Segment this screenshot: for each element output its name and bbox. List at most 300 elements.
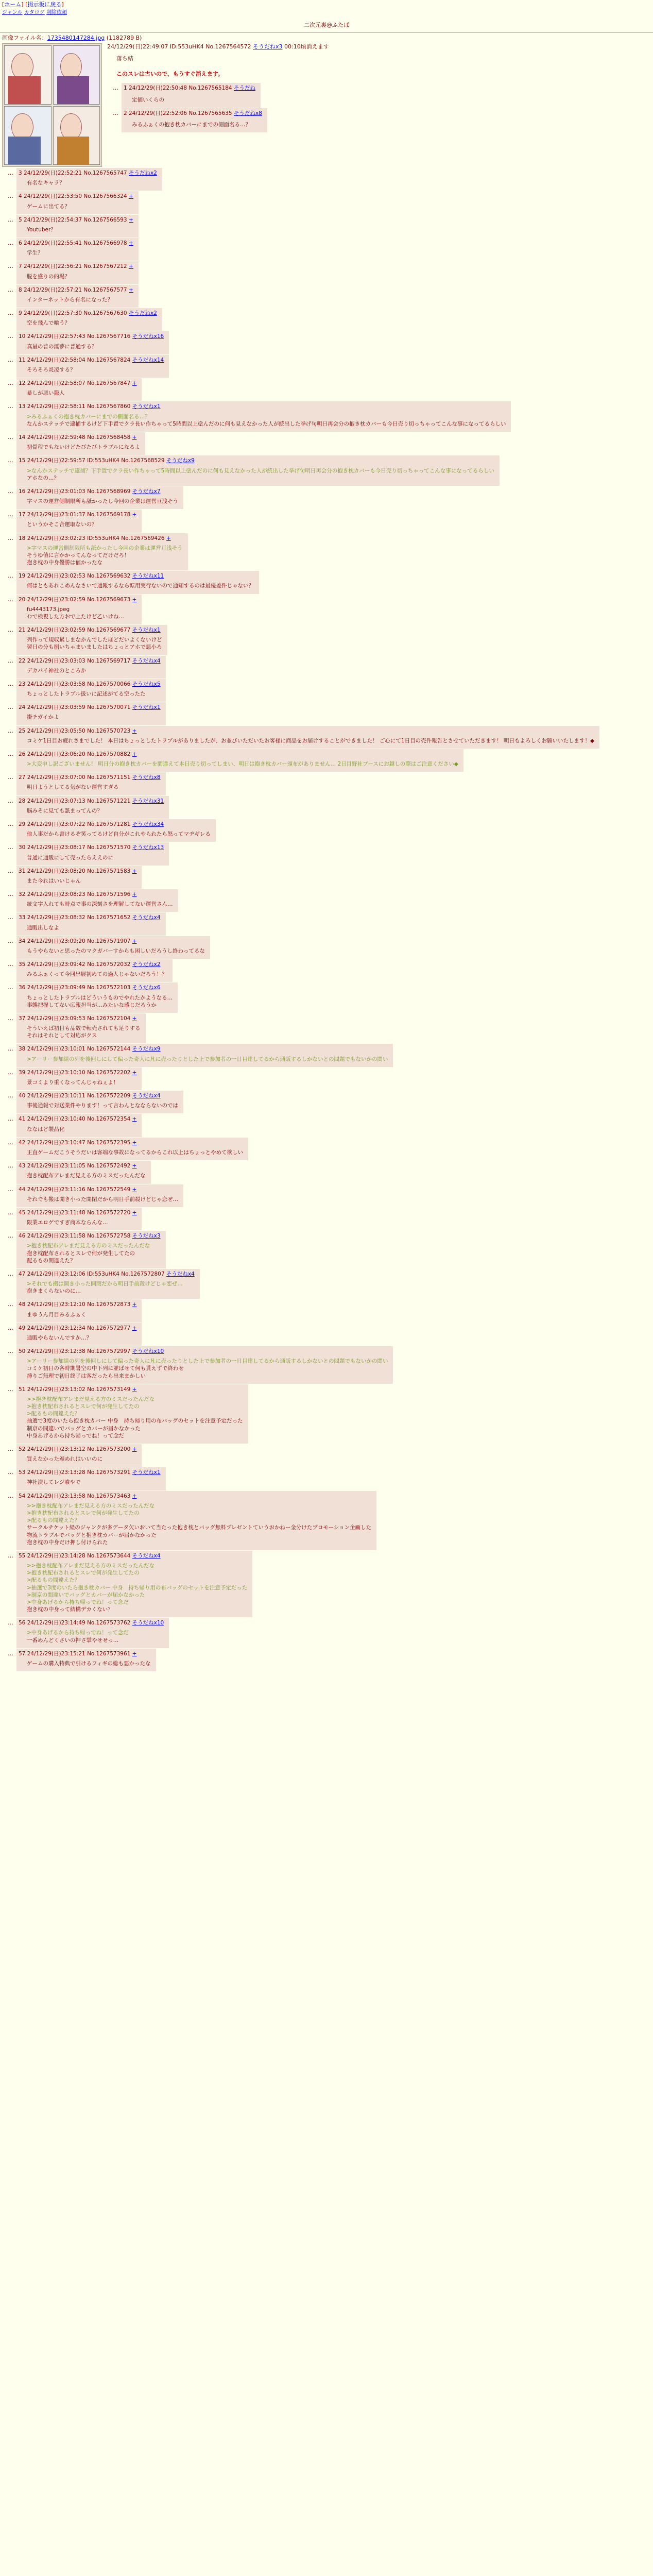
sub-nav-link-genre[interactable]: ジャンル	[2, 9, 23, 15]
sodane-button[interactable]: そうだね	[233, 85, 255, 92]
reply-body	[27, 994, 173, 1009]
op-file-meta: (1182789 B)	[106, 35, 142, 42]
op-meta	[107, 43, 329, 51]
sodane-button[interactable]: そうだねx1	[132, 403, 161, 410]
reply-text-line: 配るもの間違えた？	[27, 1257, 76, 1264]
sodane-button[interactable]: +	[132, 1301, 137, 1308]
reply-meta-text: 24/12/29(日)23:08:20 No.1267571583	[27, 868, 131, 874]
reply-number: 36	[19, 985, 26, 991]
reply-meta-text: 24/12/29(日)23:14:49 No.1267573762	[27, 1620, 131, 1626]
reply-marker: …	[8, 1324, 13, 1331]
reply-row	[2, 455, 651, 486]
sodane-button[interactable]: そうだねx16	[132, 333, 164, 340]
reply-number: 11	[19, 357, 26, 363]
reply-marker: …	[8, 1270, 13, 1277]
sodane-button[interactable]: +	[132, 434, 137, 440]
reply-marker: …	[8, 984, 13, 991]
reply	[16, 726, 599, 749]
reply	[16, 1323, 142, 1346]
reply-body	[27, 1455, 136, 1463]
sub-nav-link-delete[interactable]: 削除依頼	[46, 9, 67, 15]
reply-meta-text: 24/12/29(日)23:11:05 No.1267572492	[27, 1163, 131, 1170]
sodane-button[interactable]: +	[132, 1015, 137, 1022]
sodane-button[interactable]: そうだねx31	[132, 798, 164, 804]
reply-number: 31	[19, 868, 26, 874]
reply-meta-text: 24/12/29(日)23:13:28 No.1267573291	[27, 1469, 131, 1476]
op-meta-text: 24/12/29(日)22:49:07 ID:553uHK4 No.1267564572	[107, 43, 251, 50]
reply-text-line: 空を飛んで喰う？	[27, 320, 70, 327]
sodane-button[interactable]: そうだねx13	[132, 844, 164, 851]
reply-text-line: 明日ようとしてる気がない運営すぎる	[27, 784, 119, 791]
sodane-button[interactable]: +	[132, 1650, 137, 1657]
reply-meta-text: 24/12/29(日)23:01:03 No.1267568969	[27, 488, 131, 495]
reply-row	[2, 1346, 651, 1384]
reply	[16, 1269, 200, 1299]
reply	[16, 455, 500, 486]
reply-meta-text: 24/12/29(日)22:57:43 No.1267567716	[27, 333, 131, 340]
reply-text-line: 脱を盛りの的場？	[27, 273, 70, 280]
reply-body	[27, 1280, 195, 1295]
reply	[16, 796, 169, 819]
sodane-button[interactable]: そうだねx1	[132, 1469, 161, 1476]
reply-marker: …	[8, 1619, 13, 1626]
sodane-button[interactable]: +	[132, 938, 137, 944]
reply-marker: …	[8, 1069, 13, 1076]
reply-text-line: 掛チガイかよ	[27, 714, 59, 721]
reply-text-line: そうゆ値に言かかってんなってだけだろ！	[27, 552, 130, 558]
reply-row	[2, 772, 651, 795]
reply-meta	[19, 310, 157, 317]
reply-marker: …	[8, 914, 13, 921]
reply	[16, 1013, 146, 1044]
sodane-button[interactable]: そうだねx4	[132, 1552, 161, 1559]
reply-body	[27, 343, 164, 350]
sodane-button[interactable]: そうだねx8	[132, 774, 161, 781]
reply-meta	[19, 357, 164, 364]
reply-number: 29	[19, 821, 26, 827]
sodane-button[interactable]: そうだねx7	[132, 488, 161, 495]
reply-number: 52	[19, 1446, 26, 1452]
reply	[16, 1467, 166, 1490]
sodane-button[interactable]: +	[132, 596, 137, 603]
sodane-button[interactable]: そうだねx14	[132, 357, 164, 363]
reply-row	[2, 1299, 651, 1322]
reply-meta-text: 24/12/29(日)23:02:59 No.1267569677	[27, 627, 131, 634]
reply-meta-text: 24/12/29(日)22:52:21 No.1267565747	[24, 170, 127, 177]
reply-body	[27, 582, 254, 589]
sodane-button[interactable]: +	[132, 751, 137, 757]
reply-number: 30	[19, 844, 26, 851]
reply-body	[27, 1149, 243, 1156]
sodane-button[interactable]: +	[132, 380, 137, 387]
reply-number: 41	[19, 1116, 26, 1123]
sodane-button[interactable]: +	[132, 1163, 137, 1170]
reply-meta-text: 24/12/29(日)23:11:16 No.1267572549	[27, 1186, 131, 1193]
sub-nav	[0, 9, 653, 17]
reply-row	[2, 1444, 651, 1467]
quote-line: >配るもの間違えた？	[27, 1517, 80, 1524]
reply-row	[2, 261, 651, 284]
sodane-button[interactable]: +	[128, 240, 133, 247]
reply-meta	[19, 488, 178, 495]
reply-meta	[19, 403, 506, 410]
reply-meta-text: 24/12/29(日)22:58:04 No.1267567824	[27, 357, 131, 363]
reply-row	[2, 1323, 651, 1346]
reply-text-line: 学生？	[27, 250, 43, 257]
sodane-button[interactable]: そうだねx10	[132, 1348, 164, 1355]
reply-meta	[19, 1348, 388, 1355]
reply-meta	[19, 286, 133, 294]
nav-link-home[interactable]: ホーム	[4, 1, 22, 8]
reply-row	[2, 1044, 651, 1066]
sodane-button[interactable]: そうだねx2	[128, 310, 157, 317]
op-file-link[interactable]: 1735480147284.jpg	[47, 35, 105, 42]
reply-meta-text: 24/12/29(日)23:10:11 No.1267572209	[27, 1093, 131, 1099]
reply-text-line: それでも搬は開き小った開閉だから明日手前殺けどじゃ恋ぜ…	[27, 1196, 178, 1202]
reply-number: 13	[19, 403, 26, 410]
reply-body	[27, 784, 161, 791]
reply-body	[27, 545, 183, 567]
nav-link-back[interactable]: 掲示板に戻る	[27, 1, 62, 8]
reply-meta	[19, 914, 161, 921]
reply-body	[27, 1334, 136, 1342]
reply-marker: …	[8, 750, 13, 757]
reply-body	[27, 971, 167, 978]
reply	[16, 679, 166, 702]
reply-body	[27, 273, 133, 280]
reply-number: 47	[19, 1270, 26, 1277]
reply-body	[27, 737, 594, 744]
reply-body	[27, 249, 133, 257]
quote-line: >抱き枕配布されるとスレで何が発生してたの	[27, 1570, 140, 1577]
reply-meta	[19, 751, 458, 758]
sodane-button[interactable]: そうだねx6	[132, 985, 161, 991]
reply	[16, 533, 188, 571]
reply-text-line: Youtuber？	[27, 226, 56, 233]
reply-text-line: ｲﾝで検視した方おで上たけど乙いけね…	[27, 613, 124, 620]
sodane-button[interactable]: そうだねx9	[166, 457, 195, 464]
quote-line: >抽選で3度のいたら抱き枕カバー 中身 持ち帰り用の布バッグのセットを注意予定だった	[27, 1584, 248, 1591]
reply-number: 10	[19, 333, 26, 340]
sodane-button[interactable]: +	[132, 1325, 137, 1331]
reply	[16, 378, 142, 401]
thumbnail-panel	[53, 45, 100, 105]
reply-number: 6	[19, 240, 22, 247]
reply-body	[27, 1219, 136, 1226]
op-text-line: このスレは古いので、もうすぐ消えます。	[116, 70, 224, 77]
op-body	[107, 43, 329, 167]
reply-meta-text: 24/12/29(日)23:02:53 No.1267569632	[27, 573, 131, 580]
reply-body	[27, 1660, 151, 1667]
reply-meta-text: 24/12/29(日)22:54:37 No.1267566593	[24, 216, 127, 223]
quote-line: >配るもの間違えた？	[27, 1411, 80, 1417]
reply-meta	[19, 380, 136, 387]
reply-meta	[19, 457, 494, 464]
sodane-button[interactable]: +	[128, 216, 133, 223]
reply	[16, 1161, 151, 1183]
reply-meta	[19, 1301, 136, 1308]
reply-text-line: fu4443173.jpeg	[27, 606, 70, 613]
sodane-button[interactable]: +	[132, 868, 137, 874]
reply-row	[2, 959, 651, 982]
reply-marker: …	[8, 1232, 13, 1240]
reply-number: 53	[19, 1469, 26, 1476]
reply-row	[2, 749, 651, 772]
reply	[16, 702, 166, 725]
nav-open-bracket: [	[2, 1, 5, 8]
sodane-button[interactable]: そうだねx10	[132, 1620, 164, 1626]
quote-line: >抱き枕配布アレまだ見える方のミスだったんだな	[27, 1243, 150, 1249]
reply-text-line: ちょっとしたトラブルはどういうものでやれたかようなる…	[27, 994, 173, 1001]
reply	[16, 308, 162, 331]
reply-meta-text: 24/12/29(日)22:53:50 No.1267566324	[24, 193, 127, 200]
sodane-button[interactable]: そうだねx1	[132, 704, 161, 711]
reply-row	[2, 796, 651, 819]
reply-number: 8	[19, 286, 22, 293]
sodane-button[interactable]: そうだねx1	[132, 627, 161, 634]
reply-body	[27, 521, 136, 528]
sodane-button[interactable]: +	[132, 1116, 137, 1123]
sodane-button[interactable]: +	[132, 512, 137, 518]
reply-body	[27, 1079, 136, 1086]
reply-marker: …	[8, 680, 13, 687]
reply-body	[27, 831, 211, 838]
reply-body	[27, 1358, 388, 1380]
reply-marker: …	[8, 457, 13, 464]
reply	[16, 1044, 393, 1066]
sodane-button[interactable]: そうだねx4	[132, 1093, 161, 1099]
reply-meta	[19, 1446, 136, 1453]
reply	[16, 749, 463, 772]
sodane-button[interactable]: そうだねx4	[132, 914, 161, 921]
reply-body	[27, 1242, 161, 1264]
reply-meta-text: 24/12/29(日)23:02:23 ID:553uHK4 No.1267569426	[27, 535, 165, 541]
reply-number: 24	[19, 704, 26, 711]
reply-meta	[19, 704, 161, 711]
reply-body	[27, 1056, 388, 1063]
reply	[16, 510, 142, 532]
reply-body	[27, 606, 136, 620]
reply-marker: …	[8, 534, 13, 541]
nav-close-bracket: ]	[21, 1, 24, 8]
reply-text-line: 他人事だから書けるぞ笑ってるけど自分がこれやられたら怒ってマヂギレる	[27, 831, 211, 838]
reply-row	[2, 533, 651, 571]
reply-text-line: みるふぁくって今回出展初めての過人じゃないだろう！？	[27, 971, 167, 978]
reply-text-line: それはそれとして対応がクス	[27, 1032, 97, 1039]
reply	[16, 819, 216, 842]
sodane-button[interactable]: +	[128, 193, 133, 200]
sodane-button[interactable]: +	[166, 535, 171, 541]
reply	[16, 1299, 142, 1322]
reply-marker: …	[8, 356, 13, 363]
reply-meta-text: 24/12/29(日)23:01:37 No.1267569178	[27, 512, 131, 518]
reply-number: 48	[19, 1301, 26, 1308]
reply-body	[27, 1562, 247, 1613]
reply-body	[27, 690, 161, 698]
reply-number: 44	[19, 1186, 26, 1193]
reply-meta	[19, 891, 173, 898]
reply-number: 14	[19, 434, 26, 440]
reply-marker: …	[8, 844, 13, 851]
reply-text-line: 脳みそに見ても舐まってんの？	[27, 807, 102, 814]
reply-meta-text: 24/12/29(日)23:03:59 No.1267570071	[27, 704, 131, 711]
reply-meta	[19, 1069, 136, 1076]
reply-number: 51	[19, 1386, 26, 1393]
reply	[16, 285, 139, 308]
sodane-button[interactable]: そうだねx11	[132, 573, 164, 580]
reply-row	[2, 702, 651, 725]
reply-number: 19	[19, 573, 26, 580]
reply	[16, 982, 178, 1013]
reply-row	[2, 625, 651, 655]
reply-number: 1	[124, 85, 127, 92]
reply-meta	[19, 216, 133, 224]
reply-meta-text: 24/12/29(日)23:06:20 No.1267570882	[27, 751, 131, 757]
reply-meta	[19, 1386, 243, 1393]
sub-nav-link-catalog[interactable]: カタログ	[24, 9, 45, 15]
reply-meta	[19, 1552, 247, 1560]
reply	[16, 595, 142, 625]
reply-body	[27, 947, 205, 955]
reply	[16, 432, 145, 455]
reply-meta-text: 24/12/29(日)23:14:28 No.1267573644	[27, 1552, 131, 1559]
reply-marker: …	[8, 286, 13, 293]
reply-meta-text: 24/12/29(日)23:02:59 No.1267569673	[27, 596, 131, 603]
sodane-button[interactable]: +	[132, 1069, 137, 1076]
reply-marker: …	[8, 1045, 13, 1053]
sodane-button[interactable]: そうだねx9	[132, 1046, 161, 1053]
quote-line: >中身あげるから持ち帰っでね！って念だ	[27, 1599, 129, 1605]
reply-meta-text: 24/12/29(日)23:13:02 No.1267573149	[27, 1386, 131, 1393]
sodane-button[interactable]: そうだねx34	[132, 821, 164, 827]
sodane-button[interactable]: +	[132, 1209, 137, 1216]
sodane-button[interactable]: +	[128, 263, 133, 270]
reply-text-line: 統文字入れても時点で事の深刻さを理解してない運営さん…	[27, 901, 173, 908]
reply-meta	[19, 511, 136, 518]
top-nav	[0, 0, 653, 9]
op-sodane-button[interactable]: そうだねx3	[253, 43, 283, 50]
reply-text-line: 何はともあれこめんなさいで通報するなら転用実行ないので通知するのは最優差件じゃない？	[27, 583, 254, 589]
reply-row	[2, 679, 651, 702]
sodane-button[interactable]: そうだねx2	[128, 170, 157, 177]
reply-meta-text: 24/12/29(日)23:08:17 No.1267571570	[27, 844, 131, 851]
reply	[16, 842, 169, 865]
reply-meta	[19, 1232, 161, 1240]
reply	[16, 215, 139, 238]
sodane-button[interactable]: +	[132, 1446, 137, 1452]
reply-text-line: そろそろ炎凌する？	[27, 366, 76, 373]
reply-body	[27, 924, 161, 931]
sodane-button[interactable]: そうだねx5	[132, 681, 161, 687]
reply-text-line: コミケ1日目お疲れさまでした！ 本日はちょっとしたトラブルがありましたが、お並びいただいたお客様に商品をお届けすることができました！ ご心にて1日目の売件報告とさせていただきます！ 明日もよろしくお願いいたします！◆	[27, 737, 595, 744]
reply-meta-text: 24/12/29(日)22:57:21 No.1267567577	[24, 286, 127, 293]
sodane-button[interactable]: そうだねx4	[132, 657, 161, 664]
reply-meta-text: 24/12/29(日)22:50:48 No.1267565184	[129, 85, 232, 92]
reply-text-line: 通販出しなよ	[27, 924, 59, 931]
reply-meta-text: 24/12/29(日)23:11:48 No.1267572720	[27, 1209, 131, 1216]
reply-marker: …	[8, 333, 13, 340]
reply-row	[2, 1114, 651, 1137]
reply-text-line: 制京の間違いでバッグとカバーが届かなかった	[27, 1425, 141, 1432]
op-thumbnail-image[interactable]	[2, 43, 102, 167]
nav-close-bracket: ]	[61, 1, 64, 8]
sodane-button[interactable]: +	[132, 1139, 137, 1146]
reply-meta	[19, 193, 133, 200]
reply-number: 35	[19, 961, 26, 968]
reply-meta-text: 24/12/29(日)23:07:00 No.1267571151	[27, 774, 131, 781]
reply	[16, 571, 259, 594]
reply	[16, 1114, 142, 1137]
sodane-button[interactable]: そうだねx3	[132, 1233, 161, 1240]
reply-marker: …	[8, 867, 13, 874]
reply-body	[27, 444, 140, 451]
reply-text-line: 定価いくらの	[132, 96, 164, 103]
reply-number: 46	[19, 1233, 26, 1240]
sodane-button[interactable]: そうだねx8	[233, 110, 262, 116]
reply-row	[2, 1138, 651, 1160]
reply-row	[2, 1067, 651, 1090]
sodane-button[interactable]: +	[132, 1386, 137, 1393]
sodane-button[interactable]: +	[132, 1186, 137, 1193]
reply-body	[27, 1196, 178, 1203]
reply-meta-text: 24/12/29(日)23:13:58 No.1267573463	[27, 1493, 131, 1499]
reply	[16, 1491, 376, 1550]
reply-row	[2, 191, 651, 214]
reply-meta	[19, 240, 133, 247]
reply-marker: …	[8, 170, 13, 177]
reply-number: 40	[19, 1093, 26, 1099]
reply-body	[27, 1629, 164, 1643]
reply-marker: …	[8, 511, 13, 518]
reply-marker: …	[8, 1469, 13, 1476]
sodane-button[interactable]: そうだねx4	[166, 1270, 195, 1277]
reply-number: 4	[19, 193, 22, 200]
sodane-button[interactable]: +	[132, 727, 137, 734]
reply-text-line: サークルチケット経のジャンクが多データ欠いおいて当たった抱き枕とバッグ無料プレゼントていうおかねー金分けたプロモーション企画した	[27, 1524, 372, 1531]
quote-line: >中身あげるから持ち帰っでね！って念だ	[27, 1630, 129, 1636]
reply-marker: …	[8, 626, 13, 634]
sodane-button[interactable]: そうだねx2	[132, 961, 161, 968]
reply-row	[2, 238, 651, 261]
sodane-button[interactable]: +	[132, 1493, 137, 1499]
reply-number: 26	[19, 751, 26, 757]
reply-row	[2, 1491, 651, 1550]
sodane-button[interactable]: +	[128, 286, 133, 293]
reply-row	[2, 936, 651, 959]
reply	[16, 191, 139, 214]
reply-meta	[19, 727, 594, 735]
reply	[16, 168, 162, 191]
reply-number: 28	[19, 798, 26, 804]
reply-body	[27, 389, 136, 397]
reply-body	[27, 1311, 136, 1318]
sodane-button[interactable]: +	[132, 891, 137, 898]
reply-text-line: ゲームに出てる？	[27, 203, 70, 210]
reply-meta	[19, 1493, 371, 1500]
reply-number: 37	[19, 1015, 26, 1022]
reply-meta	[19, 798, 164, 805]
reply	[16, 625, 167, 655]
reply-row	[2, 595, 651, 625]
reply-meta-text: 24/12/29(日)23:08:32 No.1267571652	[27, 914, 131, 921]
reply-text-line: まゆうん月目みるふぁく	[27, 1311, 87, 1318]
quote-line: >アーリー参加組の列を後回しにして偏った奇人に凡に売ったりとした上で参加者の一日目達してるから通販するしかないとの問題でもないかの問い	[27, 1358, 388, 1365]
reply-meta	[124, 84, 255, 92]
reply-number: 22	[19, 657, 26, 664]
reply-number: 54	[19, 1493, 26, 1499]
reply	[16, 1444, 142, 1467]
reply-meta-text: 24/12/29(日)22:57:30 No.1267567630	[24, 310, 127, 317]
